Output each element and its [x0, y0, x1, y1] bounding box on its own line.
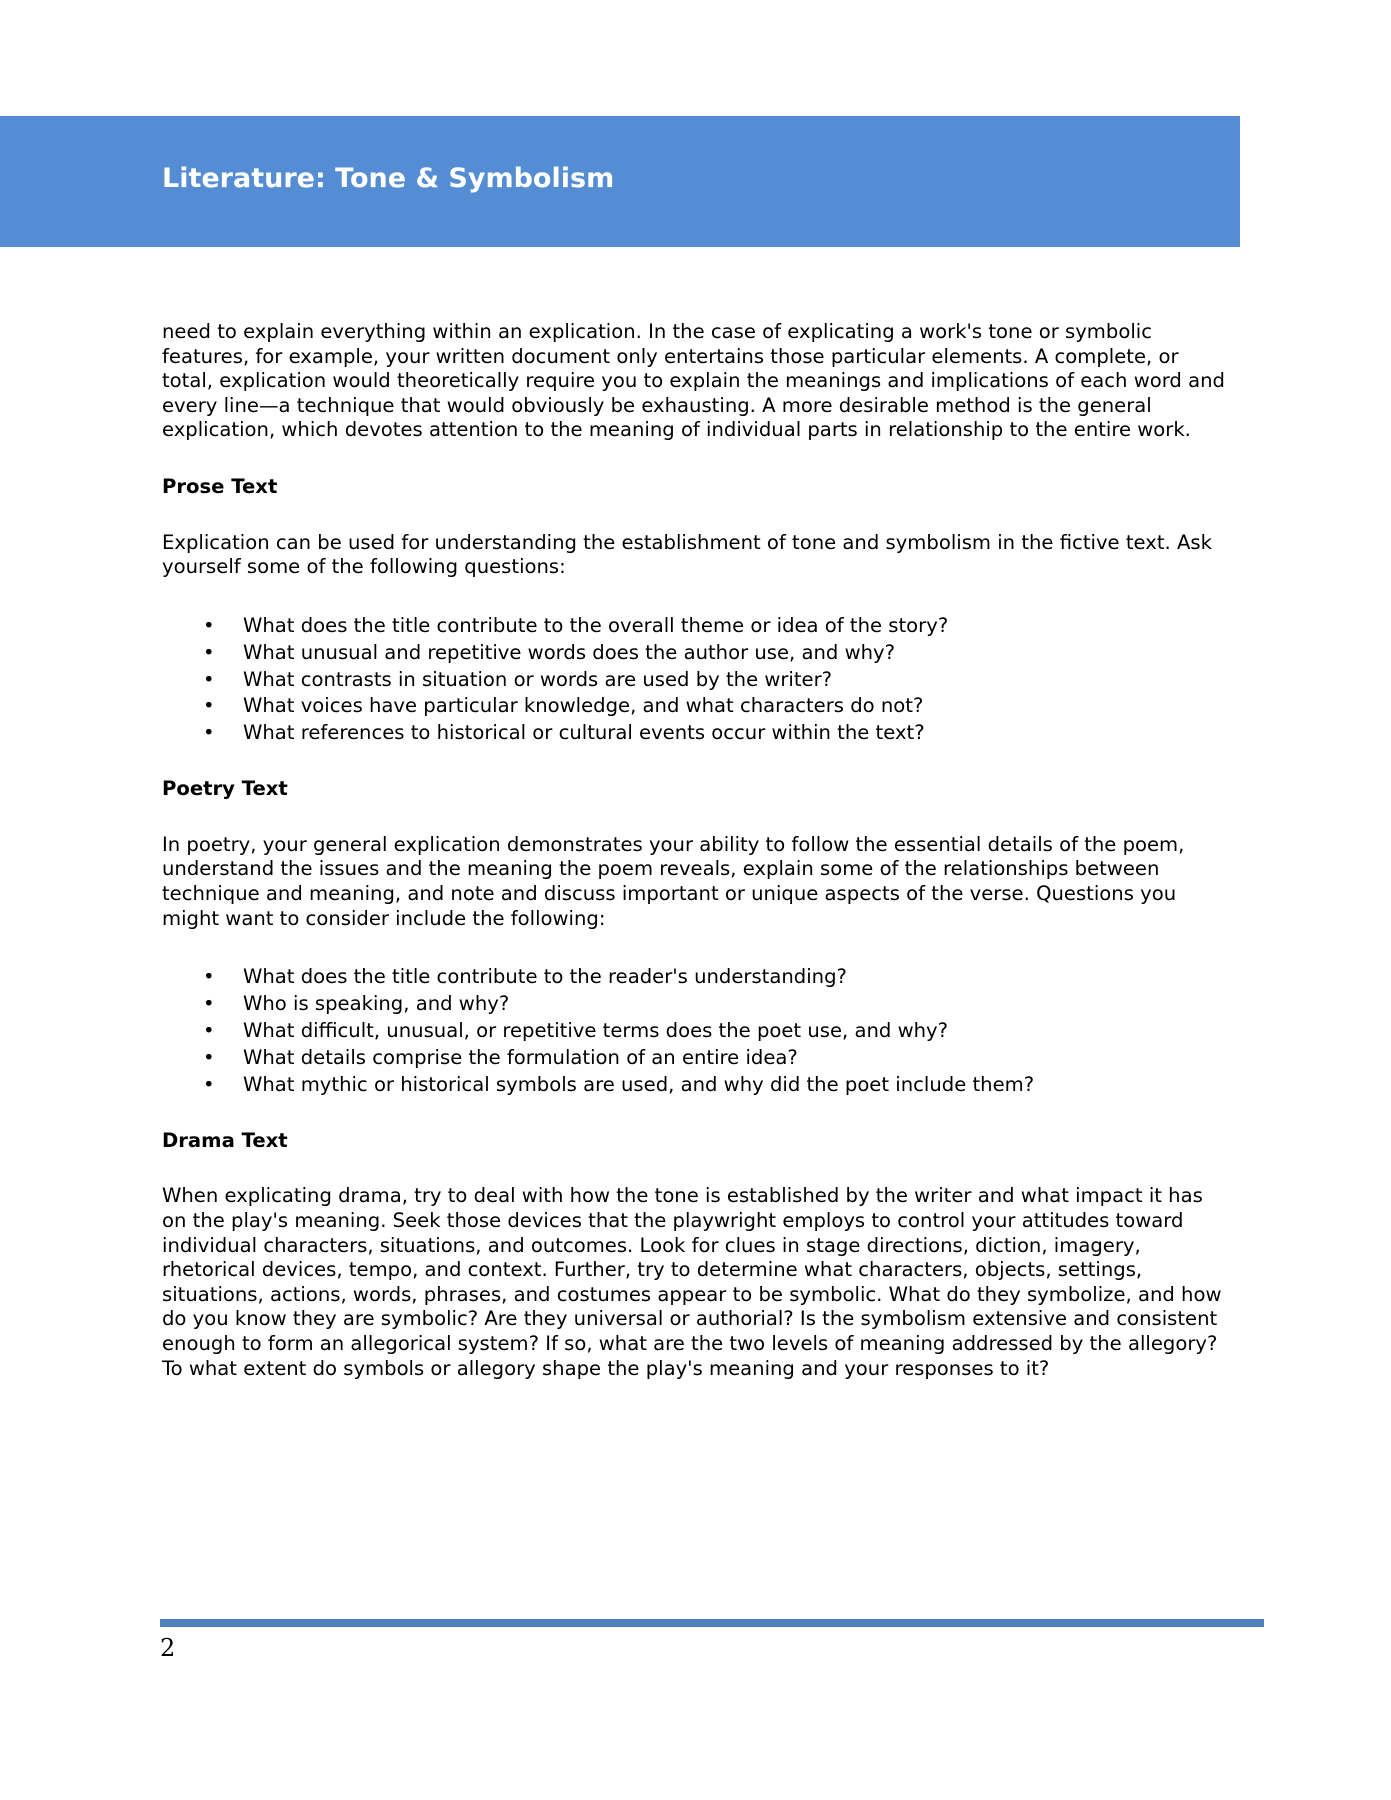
list-item — [162, 1072, 1232, 1099]
list-item-text: What contrasts in situation or words are used by the writer? — [243, 667, 833, 691]
prose-paragraph: Explication can be used for understanding the establishment of tone and symbolism in the fictive text. Ask yourself some of the following questions: — [162, 530, 1212, 579]
footer-rule — [160, 1619, 1264, 1627]
drama-paragraph: When explicating drama, try to deal with how the tone is established by the writer and what impact it has on the play's meaning. Seek those devices that the playwright employs to control your attitudes toward individual characters, situations, and outcomes. Look for clues in stage directions, diction, imagery, rhetorical devices, tempo, and context. Further, try to determine what characters, objects, settings, situations, actions, words, phrases, and costumes appear to be symbolic. What do they symbolize, and how do you know they are symbolic? Are they universal or authorial? Is the symbolism extensive and consistent enough to form an allegorical system? If so, what are the two levels of meaning addressed by the allegory? To what extent do symbols or allegory shape the play's meaning and your responses to it? — [162, 1184, 1222, 1380]
list-item-text: What details comprise the formulation of an entire idea? — [243, 1045, 798, 1069]
bullet-icon: • — [203, 992, 215, 1016]
bullet-icon: • — [203, 694, 215, 718]
bullet-icon: • — [203, 721, 215, 745]
bullet-icon: • — [203, 1019, 215, 1043]
bullet-icon: • — [203, 640, 215, 664]
section-heading-drama: Drama Text — [162, 1128, 288, 1152]
list-item — [162, 640, 1232, 667]
list-item — [162, 991, 1232, 1018]
list-item-text: What does the title contribute to the reader's understanding? — [243, 965, 847, 989]
bullet-icon: • — [203, 1072, 215, 1096]
list-item — [162, 964, 1232, 991]
list-item-text: What voices have particular knowledge, and what characters do not? — [243, 694, 924, 718]
list-item-text: What mythic or historical symbols are used, and why did the poet include them? — [243, 1072, 1035, 1096]
document-body — [162, 320, 1232, 1381]
section-heading-poetry: Poetry Text — [162, 777, 288, 801]
bullet-icon: • — [203, 965, 215, 989]
list-item — [162, 1018, 1232, 1045]
bullet-icon: • — [203, 1045, 215, 1069]
poetry-paragraph: In poetry, your general explication demonstrates your ability to follow the essential details of the poem, understand the issues and the meaning the poem reveals, explain some of the relationships between technique and meaning, and note and discuss important or unique aspects of the verse. Questions you might want to consider include the following: — [162, 832, 1185, 930]
bullet-icon: • — [203, 667, 215, 691]
list-item — [162, 1045, 1232, 1072]
list-item-text: What does the title contribute to the overall theme or idea of the story? — [243, 613, 949, 637]
list-item-text: What difficult, unusual, or repetitive terms does the poet use, and why? — [243, 1019, 949, 1043]
page-number: 2 — [160, 1634, 176, 1662]
list-item — [162, 613, 1232, 640]
header-band — [0, 116, 1240, 247]
bullet-icon: • — [203, 613, 215, 637]
section-heading-prose: Prose Text — [162, 474, 278, 498]
list-item-text: What references to historical or cultural events occur within the text? — [243, 721, 925, 745]
prose-question-list — [162, 613, 1232, 748]
list-item — [162, 693, 1232, 720]
list-item — [162, 720, 1232, 747]
list-item-text: Who is speaking, and why? — [243, 992, 510, 1016]
list-item — [162, 667, 1232, 694]
page-title: Literature: Tone & Symbolism — [162, 163, 615, 194]
list-item-text: What unusual and repetitive words does the author use, and why? — [243, 640, 896, 664]
poetry-question-list — [162, 964, 1232, 1099]
intro-paragraph: need to explain everything within an explication. In the case of explicating a work's tone or symbolic features, for example, your written document only entertains those particular elements. A complete, or total, explication would theoretically require you to explain the meanings and implications of each word and every line—a technique that would obviously be exhausting. A more desirable method is the general explication, which devotes attention to the meaning of individual parts in relationship to the entire work. — [162, 320, 1225, 442]
